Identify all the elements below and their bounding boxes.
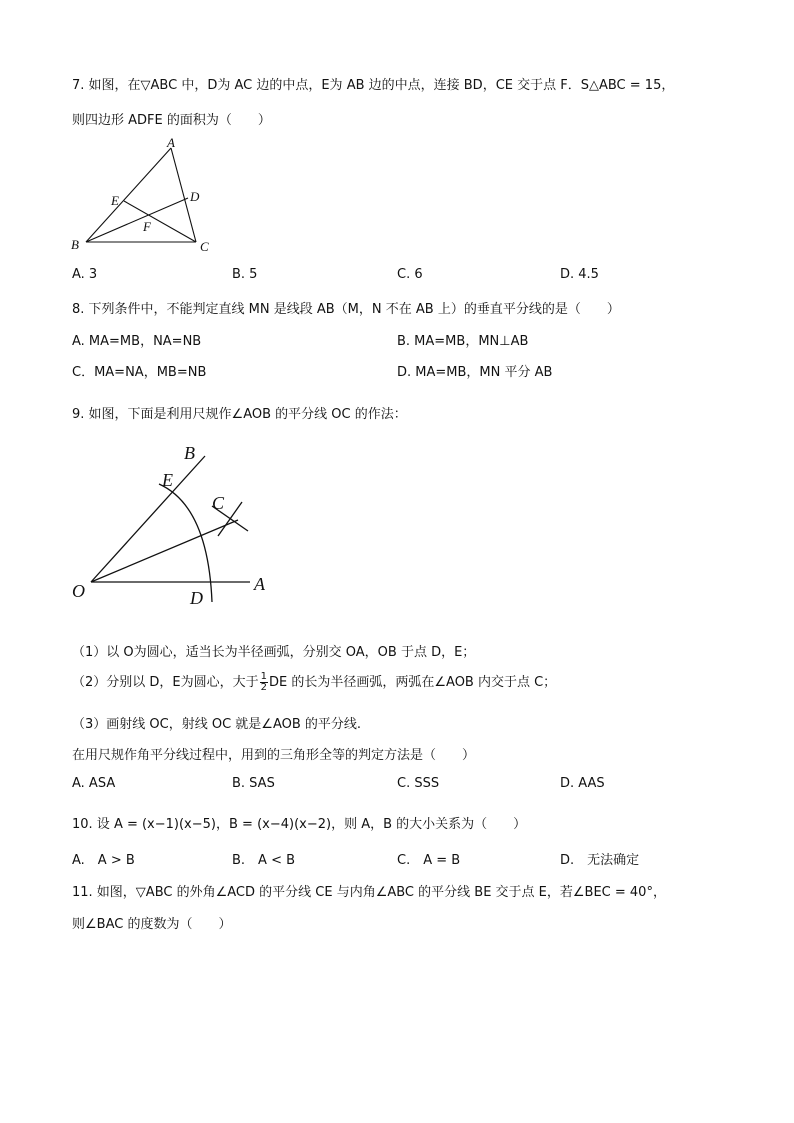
q7-option-d[interactable]: D. 4.5 [560,267,599,282]
q11-stem-line1: 11. 如图，▽ABC 的外角∠ACD 的平分线 CE 与内角∠ABC 的平分线 BE 交于点 E，若∠BEC = 40°， [72,885,666,900]
q7-option-a[interactable]: A. 3 [72,267,98,282]
segment-bd [86,198,188,242]
q8-stem: 8. 下列条件中，不能判定直线 MN 是线段 AB（M，N 不在 AB 上）的垂直平分线的是（ ） [72,302,620,317]
q8-option-d[interactable]: D. MA=MB，MN 平分 AB [397,365,553,380]
q9-option-b[interactable]: B. SAS [232,776,275,791]
q11-stem-line2: 则∠BAC 的度数为（ ） [72,917,232,932]
q9-step3: （3）画射线 OC，射线 OC 就是∠AOB 的平分线. [72,717,362,732]
q10-option-b[interactable]: B. A < B [232,853,296,868]
fraction-numerator: 1 [260,671,268,682]
q10-stem: 10. 设 A = (x−1)(x−5)，B = (x−4)(x−2)，则 A，B 的大小关系为（ ） [72,817,527,832]
label-b: B [71,237,79,252]
q9-step1: （1）以 O为圆心，适当长为半径画弧，分别交 OA，OB 于点 D，E； [72,645,476,660]
q9-option-a[interactable]: A. ASA [72,776,116,791]
label-o: O [72,581,85,601]
q7-option-c[interactable]: C. 6 [397,267,423,282]
label-d: D [190,189,200,204]
q9-question: 在用尺规作角平分线过程中，用到的三角形全等的判定方法是（ ） [72,748,476,763]
label-c: C [212,493,225,513]
q8-option-a[interactable]: A. MA=MB，NA=NB [72,334,202,349]
label-e: E [162,470,173,490]
label-e: E [111,193,119,208]
ray-ob [91,456,205,582]
q9-stem: 9. 如图，下面是利用尺规作∠AOB 的平分线 OC 的作法： [72,407,407,422]
q10-option-c[interactable]: C. A = B [397,853,461,868]
q9-option-d[interactable]: D. AAS [560,776,605,791]
ray-oc [91,520,238,582]
label-c: C [200,239,209,254]
segment-ab [86,148,171,242]
q9-angle-bisector-figure [66,436,286,614]
q7-triangle-figure [66,136,226,258]
label-a: A [167,136,175,150]
label-d: D [190,588,203,608]
q7-stem-line1: 7. 如图，在▽ABC 中，D为 AC 边的中点，E为 AB 边的中点，连接 BD，CE 交于点 F．S△ABC = 15， [72,78,675,93]
q9-step2 [72,671,556,693]
fraction-denominator: 2 [260,682,268,693]
q10-option-d[interactable]: D. 无法确定 [560,853,640,868]
q8-option-c[interactable]: C．MA=NA，MB=NB [72,365,207,380]
q7-stem-line2: 则四边形 ADFE 的面积为（ ） [72,113,271,128]
label-a: A [254,574,265,594]
q7-option-b[interactable]: B. 5 [232,267,258,282]
label-f: F [143,219,151,234]
q9-option-c[interactable]: C. SSS [397,776,440,791]
label-b: B [184,443,195,463]
q9-step2-post: DE 的长为半径画弧，两弧在∠AOB 内交于点 C； [269,675,557,690]
q8-option-b[interactable]: B. MA=MB，MN⊥AB [397,334,529,349]
q10-option-a[interactable]: A. A > B [72,853,135,868]
fraction-one-half [260,672,268,693]
q9-step2-pre: （2）分别以 D，E为圆心，大于 [72,675,259,690]
arc-de [159,484,212,602]
